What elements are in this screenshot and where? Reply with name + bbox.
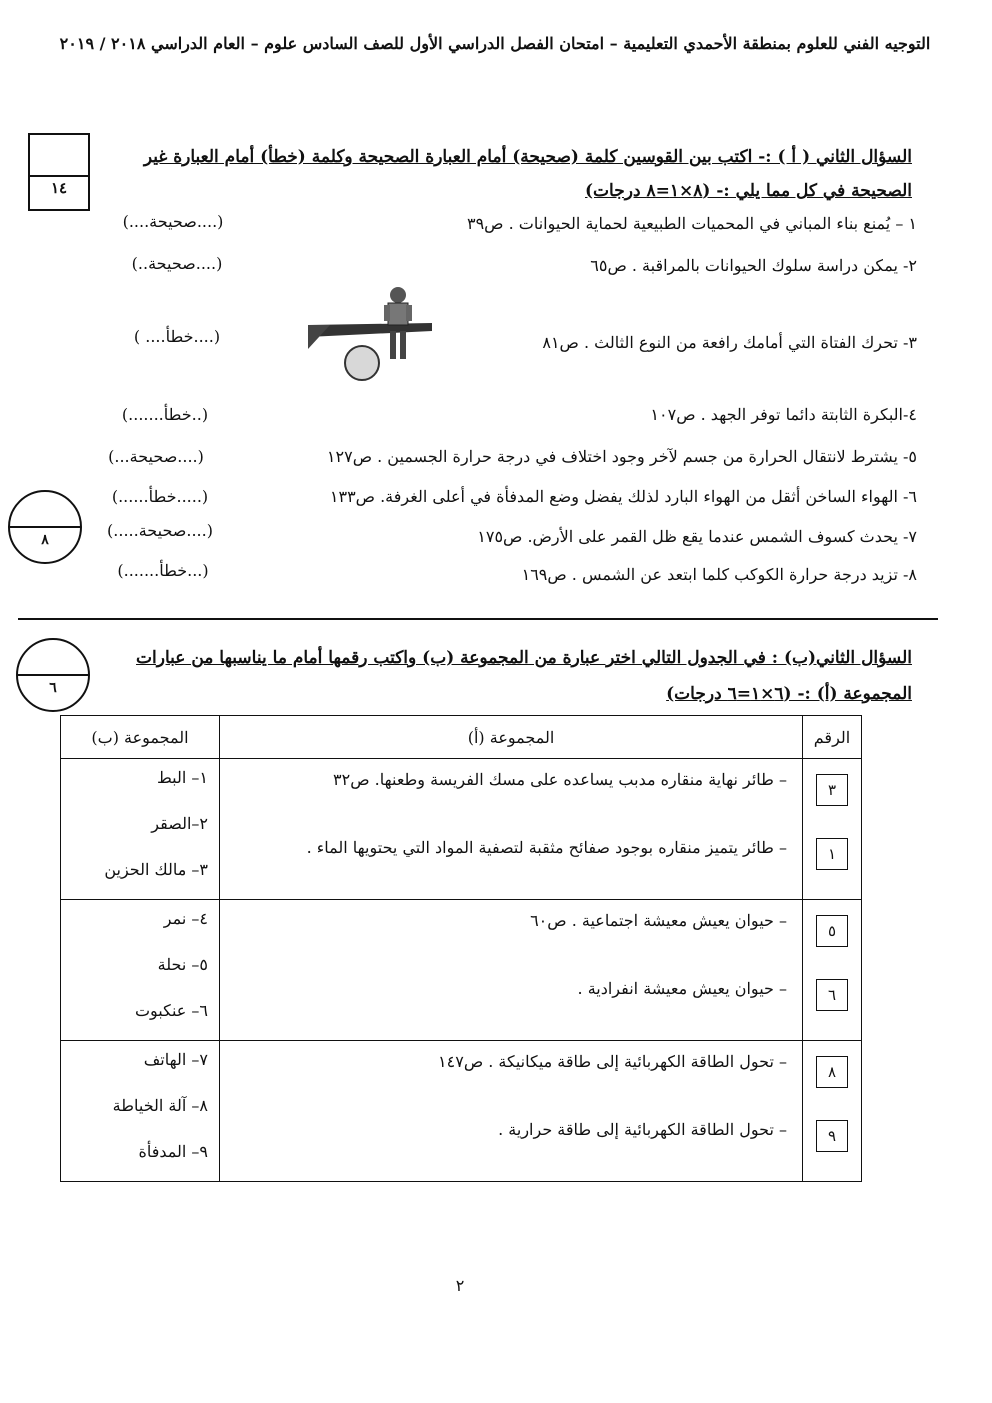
table-group-2	[61, 900, 862, 1041]
group-b-item: ١– البط	[156, 768, 208, 787]
group-b-item: ٨– آلة الخياطة	[112, 1096, 208, 1115]
statement-8: ٨- تزيد درجة حرارة الكوكب كلما ابتعد عن الشمس . ص١٦٩	[521, 565, 917, 584]
group-b-item: ٤– نمر	[163, 909, 208, 928]
group-a-item: – تحول الطاقة الكهربائية إلى طاقة حرارية .	[498, 1120, 787, 1139]
group-a-item: – طائر يتميز منقاره بوجود صفائح مثقبة لتصفية المواد التي يحتويها الماء .	[306, 838, 787, 857]
number-box: ٦	[816, 979, 848, 1011]
answer-1: (....صحيحة....)	[122, 212, 224, 231]
question-2b-title: السؤال الثاني(ب) : في الجدول التالي اختر عبارة من المجموعة (ب) واكتب رقمها أمام ما يناسبها من عبارات المجموعة (أ) :- (٦×١=٦ درجات)	[136, 648, 912, 704]
group-a-item: – حيوان يعيش معيشة انفرادية .	[577, 979, 787, 998]
number-box: ٥	[816, 915, 848, 947]
statement-7: ٧- يحدث كسوف الشمس عندما يقع ظل القمر على الأرض. ص١٧٥	[477, 527, 917, 546]
page-number: ٢	[455, 1276, 465, 1295]
header-number: الرقم	[803, 716, 862, 759]
statement-4: ٤-البكرة الثابتة دائما توفر الجهد . ص١٠٧	[650, 405, 917, 424]
lever-girl-illustration	[300, 285, 440, 385]
answer-6: (.....خطأ......)	[111, 487, 209, 506]
group-b-item: ٧– الهاتف	[143, 1050, 208, 1069]
group-b-item: ٢–الصقر	[151, 814, 208, 833]
group-b-item: ٦– عنكبوت	[134, 1001, 208, 1020]
table-group-3	[61, 1041, 862, 1182]
number-box: ٩	[816, 1120, 848, 1152]
number-box: ٣	[816, 774, 848, 806]
score-box	[28, 133, 90, 211]
group-a-item: – طائر نهاية منقاره مدبب يساعده على مسك الفريسة وطعنها. ص٣٢	[333, 770, 787, 789]
number-box: ٨	[816, 1056, 848, 1088]
header-group-b: المجموعة (ب)	[61, 716, 220, 759]
answer-7: (....صحيحة.....)	[107, 521, 213, 540]
matching-table	[60, 715, 862, 1182]
group-b-item: ٣– مالك الحزين	[104, 860, 208, 879]
section-divider	[18, 618, 938, 620]
statement-3: ٣- تحرك الفتاة التي أمامك رافعة من النوع الثالث . ص٨١	[542, 333, 917, 352]
group-b-item: ٩– المدفأة	[138, 1142, 208, 1161]
score-circle-2a	[8, 490, 82, 564]
table-group-1	[61, 759, 862, 900]
number-box: ١	[816, 838, 848, 870]
exam-header: التوجيه الفني للعلوم بمنطقة الأحمدي التعليمية – امتحان الفصل الدراسي الأول للصف السادس علوم – العام الدراسي ٢٠١٨ / ٢٠١٩	[59, 34, 931, 53]
answer-2: (....صحيحة..)	[131, 254, 223, 273]
answer-4: (..خطأ.......)	[121, 405, 209, 424]
answer-5: (....صحيحة...)	[108, 447, 204, 466]
group-b-item: ٥– نحلة	[157, 955, 208, 974]
answer-3: (....خطأ.... )	[133, 327, 221, 346]
statement-5: ٥- يشترط لانتقال الحرارة من جسم لآخر وجود اختلاف في درجة حرارة الجسمين . ص١٢٧	[326, 447, 917, 466]
score-value: ١٤	[50, 179, 68, 197]
group-a-item: – حيوان يعيش معيشة اجتماعية . ص٦٠	[530, 911, 787, 930]
answer-8: (...خطأ.......)	[117, 561, 209, 580]
score-circle-2a-value: ٨	[41, 532, 49, 548]
statement-1: ١ – يُمنع بناء المباني في المحميات الطبيعية لحماية الحيوانات . ص٣٩	[466, 214, 917, 233]
header-group-a: المجموعة (أ)	[220, 716, 803, 759]
group-a-item: – تحول الطاقة الكهربائية إلى طاقة ميكانيكة . ص١٤٧	[438, 1052, 787, 1071]
score-circle-2b	[16, 638, 90, 712]
statement-6: ٦- الهواء الساخن أثقل من الهواء البارد لذلك يفضل وضع المدفأة في أعلى الغرفة. ص١٣٣	[329, 487, 917, 506]
question-2a-title: السؤال الثاني ( أ ) :- اكتب بين القوسين كلمة (صحيحة) أمام العبارة الصحيحة وكلمة (خطأ) أمام العبارة غير الصحيحة في كل مما يلي :- (٨×١=٨ درجات)	[143, 147, 912, 201]
statement-2: ٢- يمكن دراسة سلوك الحيوانات بالمراقبة . ص٦٥	[590, 256, 917, 275]
score-circle-2b-value: ٦	[49, 680, 57, 696]
